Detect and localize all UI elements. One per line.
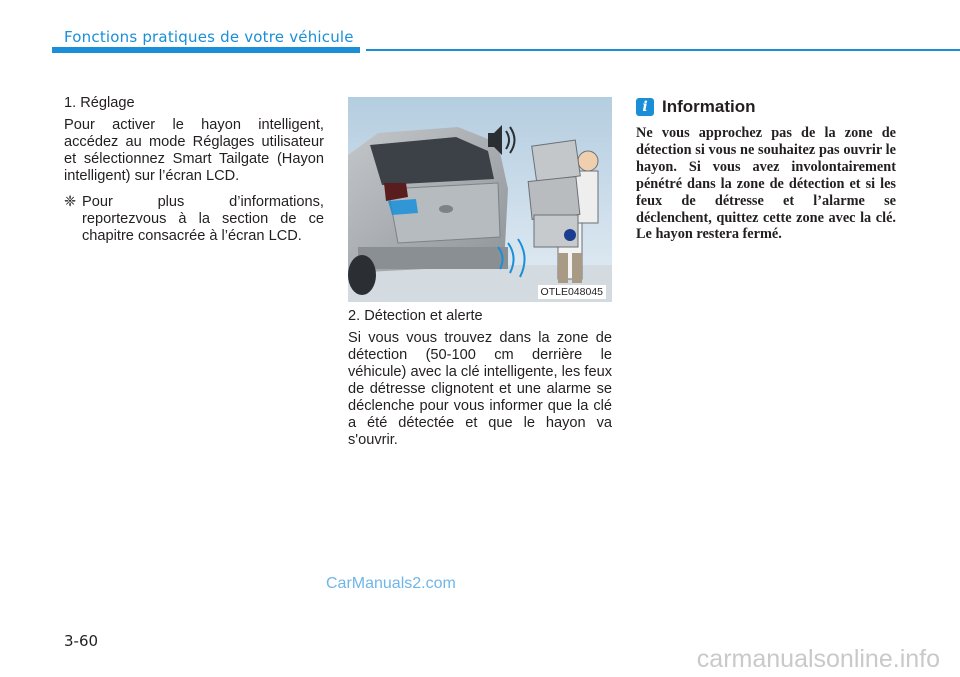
rear-wheel (348, 255, 376, 295)
info-box (636, 95, 896, 258)
setting-heading: 1. Réglage (64, 95, 135, 111)
header-rule-thin (366, 49, 960, 51)
info-title: Information (662, 97, 756, 116)
info-text: Ne vous approchez pas de la zone de détection si vous ne souhaitez pas ouvrir le hayon. Si vous avez involontairement pénétré dans la zone de détection et si les feux de détresse et l’alarme se déclenchent, quittez cette zone avec la clé. Le hayon restera fermé. (636, 125, 896, 243)
figure-code: OTLE048045 (538, 285, 606, 299)
rear-bumper (358, 247, 508, 269)
middle-column (348, 308, 612, 449)
brand-emblem (439, 205, 453, 213)
page-number: 3-60 (64, 632, 99, 650)
tailgate-illustration (348, 97, 612, 302)
illustration-svg (348, 97, 612, 302)
hazard-light (388, 199, 418, 215)
smart-key-icon (564, 229, 576, 241)
detection-heading: 2. Détection et alerte (348, 308, 483, 324)
detection-paragraph: Si vous vous trouvez dans la zone de détection (50-100 cm derrière le véhicule) avec la clé intelligente, les feux de détresse clignotent et une alarme se déclenche pour vous informer que la clé a été détectée et que le hayon va s'ouvrir. (348, 330, 612, 448)
section-title: Fonctions pratiques de votre véhicule (64, 28, 354, 46)
note-text: Pour plus d’informations, reportezvous à la section de ce chapitre consacrée à l’écran LCD. (82, 194, 324, 244)
info-icon: i (636, 98, 654, 116)
reference-note (64, 194, 324, 245)
footer-site-watermark: carmanualsonline.info (696, 645, 940, 673)
left-column (64, 95, 324, 245)
header-rule-thick (52, 47, 360, 53)
note-marker-icon: ❈ (64, 194, 77, 210)
watermark-link[interactable]: CarManuals2.com (326, 575, 456, 592)
setting-paragraph: Pour activer le hayon intelligent, accédez au mode Réglages utilisateur et sélectionnez Smart Tailgate (Hayon intelligent) sur l’écran LCD. (64, 117, 324, 184)
